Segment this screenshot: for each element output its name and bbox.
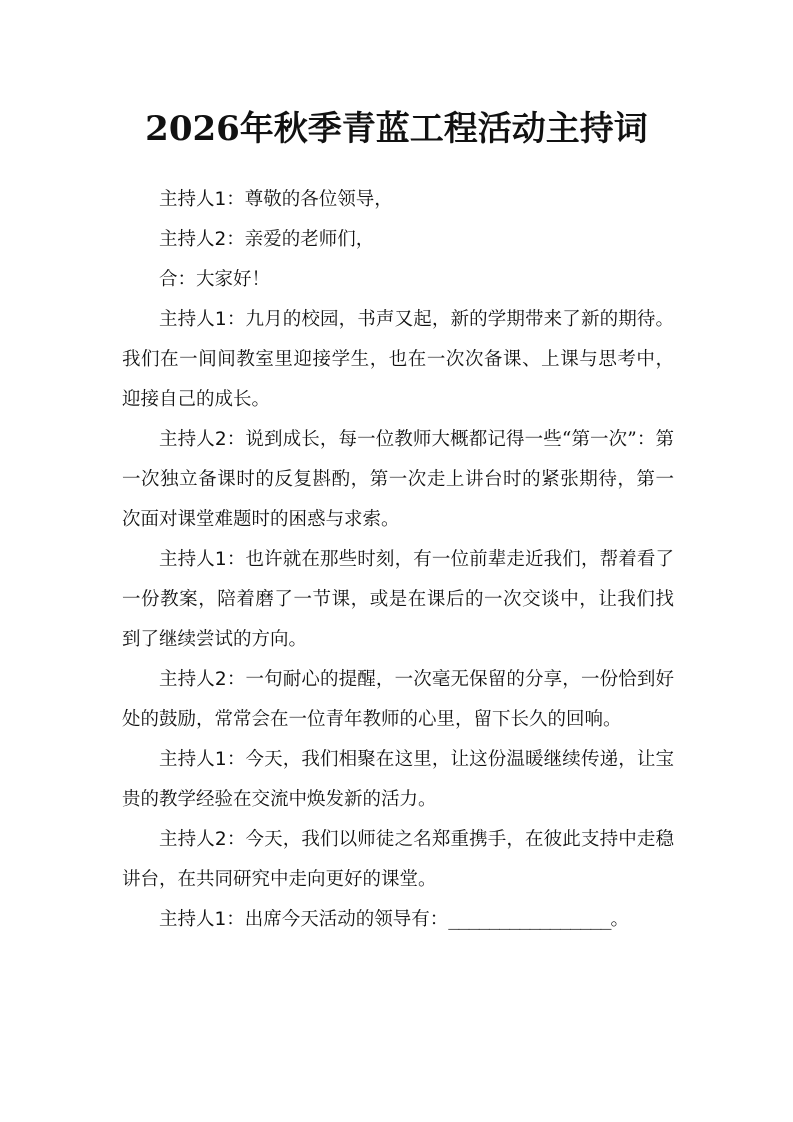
speaker-label: 主持人1： [159,549,246,570]
paragraph [122,260,674,300]
paragraph [122,820,674,900]
paragraph-text: 九月的校园，书声又起，新的学期带来了新的期待。我们在一间间教室里迎接学生，也在一次次备课、上课与思考中，迎接自己的成长。 [122,309,674,410]
document-title: 2026年秋季青蓝工程活动主持词 [145,109,648,149]
speaker-label: 主持人2： [159,229,245,250]
speaker-label: 主持人1： [159,309,246,330]
paragraph-text: 一句耐心的提醒，一次毫无保留的分享，一份恰到好处的鼓励，常常会在一位青年教师的心里，留下长久的回响。 [122,669,674,730]
speaker-label: 主持人1： [159,189,245,210]
fill-in-blank-line: ________________ [448,909,611,930]
paragraph [122,420,674,540]
paragraph-text: 亲爱的老师们， [244,229,375,250]
paragraph-text: 尊敬的各位领导， [244,189,393,210]
paragraph [122,660,674,740]
paragraph [122,540,674,660]
speaker-label: 主持人1： [159,749,246,770]
document-body [122,180,674,940]
paragraph-text: 今天，我们相聚在这里，让这份温暖继续传递，让宝贵的教学经验在交流中焕发新的活力。 [122,749,674,810]
speaker-label: 主持人2： [159,669,246,690]
speaker-label: 主持人2： [159,829,246,850]
speaker-label: 主持人2： [159,429,246,450]
paragraph-text: 说到成长，每一位教师大概都记得一些“第一次”：第一次独立备课时的反复斟酌，第一次走上讲台时的紧张期待，第一次面对课堂难题时的困惑与求索。 [122,429,674,530]
paragraph-text: 大家好！ [196,269,271,290]
paragraph [122,300,674,420]
paragraph [122,740,674,820]
paragraph-text: 也许就在那些时刻，有一位前辈走近我们，帮着看了一份教案，陪着磨了一节课，或是在课后的一次交谈中，让我们找到了继续尝试的方向。 [122,549,674,650]
paragraph [122,220,674,260]
paragraph-end-punctuation: 。 [610,909,630,930]
speaker-label: 合： [159,269,197,290]
paragraph [122,900,674,940]
paragraph-text: 今天，我们以师徒之名郑重携手，在彼此支持中走稳讲台，在共同研究中走向更好的课堂。 [122,829,674,890]
speaker-label: 主持人1： [159,909,245,930]
paragraph [122,180,674,220]
paragraph-text: 出席今天活动的领导有： [244,909,449,930]
